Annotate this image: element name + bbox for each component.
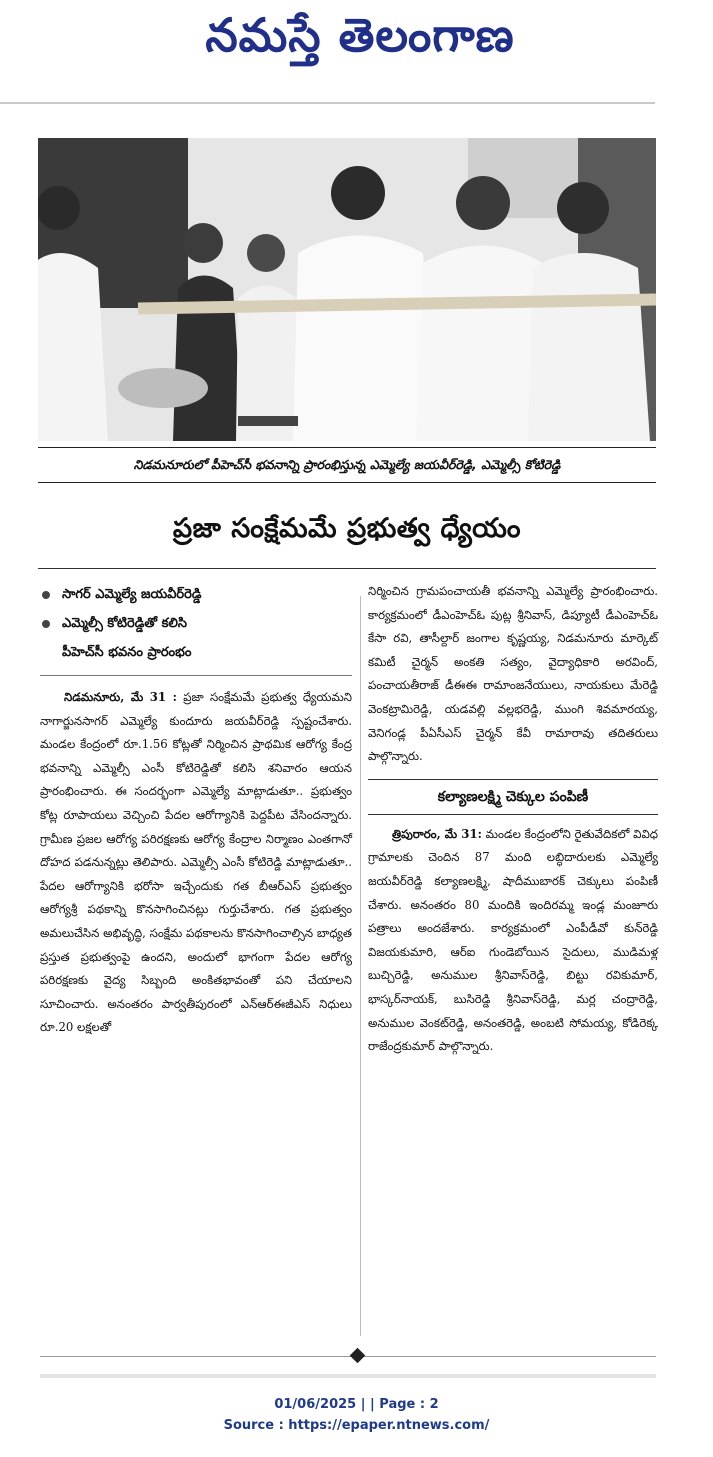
footer-source-link[interactable]: Source : https://epaper.ntnews.com/: [223, 1418, 490, 1433]
diamond-ornament-icon: [350, 1348, 366, 1364]
article-body-right: నిర్మించిన గ్రామపంచాయతీ భవనాన్ని ఎమ్మెల్యే ప్రారంభించారు. కార్యక్రమంలో డీఎంహెచ్‌ఓ పుట్ల శ్రీనివాస్, డిప్యూటీ డీఎంహెచ్‌ఓ కేసా రవి, తాసీల్దార్ జంగాల కృష్ణయ్య, నిడమనూరు మార్కెట్ కమిటీ చైర్మన్ అంకతి సత్యం, వైద్యాధికారి అరవింద్, పంచాయతీరాజ్ డీఈఈ రామాంజనేయులు, నాయకులు మేరెడ్డి వెంకట్రామిరెడ్డి, యడవల్లి వల్లభరెడ్డి, ముంగి శివమారయ్య, వెనిగండ్ల పీఏసీఎస్ చైర్మన్ కేవీ రామారావు తదితరులు పాల్గొన్నారు.: [368, 584, 658, 764]
body-text-2: మండల కేంద్రంలోని రైతువేదికలో వివిధ గ్రామాలకు చెందిన 87 మంది లబ్ధిదారులకు ఎమ్మెల్యే జయవీర్‌రెడ్డి కల్యాణలక్ష్మి, షాదీముబారక్ చెక్కులు పంపిణీ చేశారు. అనంతరం 80 మందికి ఇందిరమ్మ ఇండ్ల మంజూరు పత్రాలు అందజేశారు. కార్యక్రమంలో ఎంపీడీవో కున్‌రెడ్డి విజయకుమారి, ఆర్‌ఐ గుండెబోయిన సైదులు, ముడిమళ్ల బుచ్చిరెడ్డి, అనుముల శ్రీనివాస్‌రెడ్డి, బిట్టు రవికుమార్, భాస్కర్‌నాయక్, బుసిరెడ్డి శ్రీనివాస్‌రెడ్డి, మర్ల చంద్రారెడ్డి, అనుముల వెంకట్‌రెడ్డి, అనంతరెడ్డి, అంబటి సోమయ్య, కోడిరెక్క రాజేంద్రకుమార్ పాల్గొన్నారు.: [368, 826, 658, 1054]
news-photo: [38, 138, 656, 441]
article-column-right: [368, 580, 658, 1059]
masthead: [0, 0, 713, 100]
sub-heading: కల్యాణలక్ష్మి చెక్కుల పంపిణీ: [368, 779, 658, 815]
article-body-right-2: [368, 823, 658, 1059]
bullets-divider: [40, 675, 352, 676]
bullet-item: ఎమ్మెల్సీ కోటిరెడ్డితో కలిసి: [40, 609, 352, 638]
headline-divider: [38, 568, 656, 569]
dateline-2: త్రిపురారం, మే 31:: [392, 826, 482, 841]
masthead-logo: నమస్తే తెలంగాణ: [205, 8, 515, 62]
photo-illustration: [38, 138, 656, 441]
bullet-item-continuation: పీహెచ్‌సీ భవనం ప్రారంభం: [62, 645, 192, 660]
article-end-rule: [40, 1356, 656, 1357]
dateline: నిడమనూరు, మే 31 :: [64, 690, 177, 704]
article-headline: ప్రజా సంక్షేమమే ప్రభుత్వ ధ్యేయం: [172, 513, 522, 544]
masthead-divider: [0, 102, 655, 104]
highlight-bullets: [40, 580, 352, 667]
bullet-item: సాగర్ ఎమ్మెల్యే జయవీర్‌రెడ్డి: [40, 580, 352, 609]
photo-caption: నిడమనూరులో పీహెచ్‌సీ భవనాన్ని ప్రారంభిస్తున్న ఎమ్మెల్యే జయవీర్‌రెడ్డి, ఎమ్మెల్సీ కోటిరెడ్డి: [38, 447, 656, 483]
column-divider: [360, 596, 361, 1336]
page-bottom-strip: [40, 1374, 656, 1378]
article-column-left: [40, 580, 352, 1040]
footer-date-page: 01/06/2025 | | Page : 2: [274, 1397, 439, 1412]
article-body-left: [40, 686, 352, 1040]
body-text: ప్రజా సంక్షేమమే ప్రభుత్వ ధ్యేయమని నాగార్జునసాగర్ ఎమ్మెల్యే కుందూరు జయవీర్‌రెడ్డి స్పష్టంచేశారు. మండల కేంద్రంలో రూ.1.56 కోట్లతో నిర్మించిన ప్రాథమిక ఆరోగ్య కేంద్ర భవనాన్ని ఎమ్మెల్సీ ఎంసీ కోటిరెడ్డితో కలిసి శనివారం ఆయన ప్రారంభించారు. ఈ సందర్భంగా ఎమ్మెల్యే మాట్లాడుతూ.. ప్రభుత్వం కోట్ల రూపాయలు వెచ్చించి పేదల ఆరోగ్యానికి పెద్దపీట వేసిందన్నారు. గ్రామీణ ప్రజల ఆరోగ్య పరిరక్షణకు ఆరోగ్య కేంద్రాల నిర్మాణం ఎంతగానో దోహద పడనున్నట్లు తెలిపారు. ఎమ్మెల్సీ ఎంసీ కోటిరెడ్డి మాట్లాడుతూ.. పేదల ఆరోగ్యానికి భరోసా ఇచ్చేందుకు గత బీఆర్‌ఎస్ ప్రభుత్వం ఆరోగ్యశ్రీ పథకాన్ని కొనసాగించినట్లు గుర్తుచేశారు. గత ప్రభుత్వం అమలుచేసిన అభివృద్ధి, సంక్షేమ పథకాలను కొనసాగించాల్సిన బాధ్యత ప్రస్తుత ప్రభుత్వంపై ఉందని, అందులో భాగంగా పేదల ఆరోగ్య పరిరక్షణకు వైద్య సిబ్బంది అంకితభావంతో పని చేయాలని సూచించారు. అనంతరం పార్వతీపురంలో ఎన్‌ఆర్‌ఈజీఎస్ నిధులు రూ.20 లక్షలతో: [40, 690, 352, 1035]
